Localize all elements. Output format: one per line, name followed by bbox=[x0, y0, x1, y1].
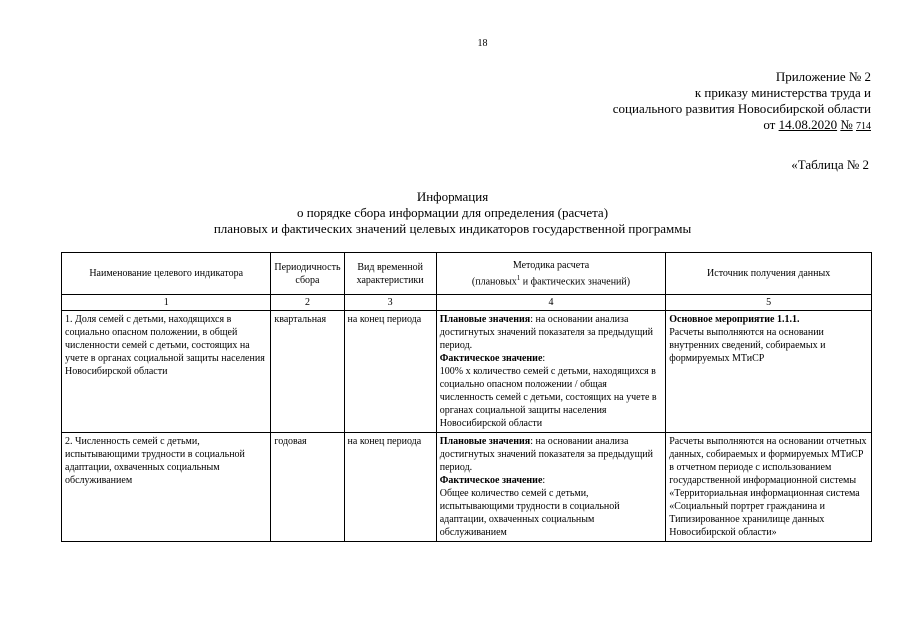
table-row bbox=[62, 433, 872, 542]
indicators-table bbox=[61, 252, 872, 542]
appendix-line-1: Приложение № 2 bbox=[775, 69, 871, 84]
appendix-line-2: к приказу министерства труда и bbox=[694, 85, 871, 100]
title-line-2: о порядке сбора информации для определения (расчета) bbox=[296, 205, 609, 220]
column-number-row bbox=[62, 295, 872, 311]
appendix-line-3: социального развития Новосибирской области bbox=[612, 101, 871, 116]
from-label: от bbox=[763, 117, 776, 132]
column-number: 2 bbox=[271, 295, 344, 311]
column-number: 4 bbox=[436, 295, 666, 311]
fact-colon: : bbox=[542, 475, 546, 486]
source-activity: Основное мероприятие 1.1.1. bbox=[669, 314, 800, 325]
header-time-characteristic: Вид временной характеристики bbox=[344, 253, 436, 295]
header-method-line-1: Методика расчета bbox=[512, 259, 590, 271]
column-number: 3 bbox=[344, 295, 436, 311]
table-label: «Таблица № 2 bbox=[791, 157, 869, 172]
plan-label: Плановые значения bbox=[439, 436, 531, 447]
page-number: 18 bbox=[477, 38, 488, 49]
header-method-pre: (плановых bbox=[471, 276, 517, 288]
calculation-method bbox=[436, 311, 666, 433]
order-date: 14.08.2020 bbox=[778, 117, 838, 132]
indicator-name: 2. Численность семей с детьми, испытывающими трудности в социальной адаптации, охваченных социальным обслуживанием bbox=[62, 433, 271, 542]
calculation-method bbox=[436, 433, 666, 542]
plan-text: : на основании анализа достигнутых значений показателя за предыдущий период. bbox=[439, 436, 654, 473]
appendix-header bbox=[613, 69, 871, 135]
indicator-name: 1. Доля семей с детьми, находящихся в социально опасном положении, в общей численности семей с детьми, состоящих на учете в органах социальной защиты населения Новосибирской области bbox=[62, 311, 271, 433]
fact-label: Фактическое значение bbox=[439, 353, 543, 364]
table-row bbox=[62, 311, 872, 433]
document-title bbox=[110, 189, 795, 237]
plan-label: Плановые значения bbox=[439, 314, 531, 325]
fact-formula: Общее количество семей с детьми, испытывающими трудности в социальной адаптации, охваченных социальным обслуживанием bbox=[439, 488, 620, 538]
column-number: 1 bbox=[62, 295, 271, 311]
header-method-line-2 bbox=[440, 272, 663, 288]
title-line-1: Информация bbox=[416, 189, 489, 204]
header-calculation-method bbox=[436, 253, 666, 295]
fact-formula: 100% x количество семей с детьми, находящихся в социально опасном положении / общая численность семей с детьми, состоящих на учете в органах социальной защиты населения Новосибирской области bbox=[439, 366, 657, 429]
data-source bbox=[666, 311, 872, 433]
header-data-source: Источник получения данных bbox=[666, 253, 872, 295]
source-text: Расчеты выполняются на основании внутренних сведений, собираемых и формируемых МТиСР bbox=[669, 327, 826, 364]
fact-colon: : bbox=[542, 353, 546, 364]
appendix-order-line bbox=[613, 117, 871, 135]
time-characteristic: на конец периода bbox=[344, 311, 436, 433]
data-source bbox=[666, 433, 872, 542]
plan-text: : на основании анализа достигнутых значений показателя за предыдущий период. bbox=[439, 314, 654, 351]
collection-period: годовая bbox=[271, 433, 344, 542]
footnote-mark: 1 bbox=[516, 273, 521, 282]
column-number: 5 bbox=[666, 295, 872, 311]
table-header-row bbox=[62, 253, 872, 295]
order-number: 714 bbox=[856, 121, 871, 132]
time-characteristic: на конец периода bbox=[344, 433, 436, 542]
title-line-3: плановых и фактических значений целевых индикаторов государственной программы bbox=[213, 221, 692, 236]
collection-period: квартальная bbox=[271, 311, 344, 433]
header-method-post: и фактических значений) bbox=[520, 276, 631, 288]
source-text: Расчеты выполняются на основании отчетных данных, собираемых и формируемых МТиСР в отчетном периоде с использованием государственной информационной системы «Территориальная информационная система «Социальный портрет гражданина и Типизированное хранилище данных Новосибирской области» bbox=[669, 436, 867, 538]
header-collection-period: Периодичность сбора bbox=[271, 253, 344, 295]
number-label: № bbox=[840, 117, 853, 132]
fact-label: Фактическое значение bbox=[439, 475, 543, 486]
header-indicator-name: Наименование целевого индикатора bbox=[62, 253, 271, 295]
